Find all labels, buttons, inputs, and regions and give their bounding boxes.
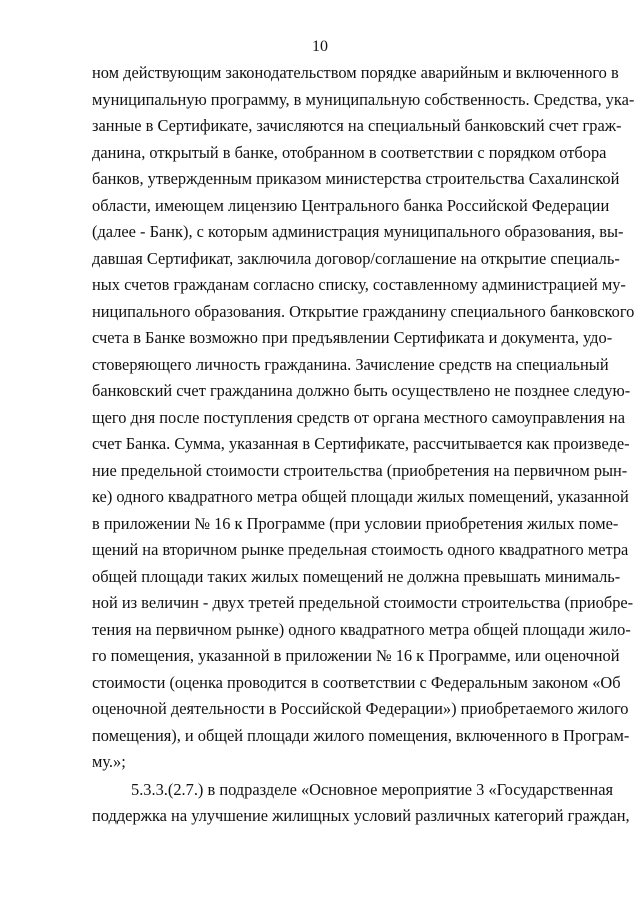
- text-line: данина, открытый в банке, отобранном в соответствии с порядком отбора: [92, 143, 607, 162]
- text-line: стоверяющего личность гражданина. Зачисление средств на специальный: [92, 355, 609, 374]
- text-line: оценочной деятельности в Российской Федерации») приобретаемого жилого: [92, 699, 629, 718]
- text-line: (далее - Банк), с которым администрация муниципального образования, вы-: [92, 222, 624, 241]
- text-line: ных счетов гражданам согласно списку, составленному администрацией му-: [92, 275, 626, 294]
- text-line: счета в Банке возможно при предъявлении Сертификата и документа, удо-: [92, 328, 613, 347]
- text-line: в приложении № 16 к Программе (при условии приобретения жилых поме-: [92, 514, 619, 533]
- text-line: занные в Сертификате, зачисляются на специальный банковский счет граж-: [92, 116, 622, 135]
- text-line: счет Банка. Сумма, указанная в Сертификате, рассчитывается как произведе-: [92, 434, 630, 453]
- text-line: ниципального образования. Открытие гражданину специального банковского: [92, 302, 635, 321]
- text-line: стоимости (оценка проводится в соответствии с Федеральным законом «Об: [92, 673, 621, 692]
- text-line: банков, утвержденным приказом министерства строительства Сахалинской: [92, 169, 620, 188]
- text-line: ке) одного квадратного метра общей площади жилых помещений, указанной: [92, 487, 629, 506]
- text-line: щений на вторичном рынке предельная стоимость одного квадратного метра: [92, 540, 629, 559]
- text-line: тения на первичном рынке) одного квадратного метра общей площади жило-: [92, 620, 631, 639]
- page-number: 10: [312, 38, 328, 55]
- text-line: области, имеющем лицензию Центрального банка Российской Федерации: [92, 196, 610, 215]
- text-line: банковский счет гражданина должно быть осуществлено не позднее следую-: [92, 381, 631, 400]
- text-line: муниципальную программу, в муниципальную собственность. Средства, ука-: [92, 90, 635, 109]
- text-line: ние предельной стоимости строительства (приобретения на первичном рын-: [92, 461, 628, 480]
- text-line: 5.3.3.(2.7.) в подразделе «Основное мероприятие 3 «Государственная: [131, 780, 614, 799]
- text-line: давшая Сертификат, заключила договор/соглашение на открытие специаль-: [92, 249, 620, 268]
- text-line: щего дня после поступления средств от органа местного самоуправления на: [92, 408, 625, 427]
- text-line: ной из величин - двух третей предельной стоимости строительства (приобре-: [92, 593, 634, 612]
- text-line: го помещения, указанной в приложении № 16 к Программе, или оценочной: [92, 646, 620, 665]
- text-line: ном действующим законодательством порядке аварийным и включенного в: [92, 63, 619, 82]
- text-line: общей площади таких жилых помещений не должна превышать минималь-: [92, 567, 621, 586]
- text-line: му.»;: [92, 752, 126, 771]
- text-line: поддержка на улучшение жилищных условий различных категорий граждан,: [92, 806, 630, 825]
- text-line: помещения), и общей площади жилого помещения, включенного в Програм-: [92, 726, 630, 745]
